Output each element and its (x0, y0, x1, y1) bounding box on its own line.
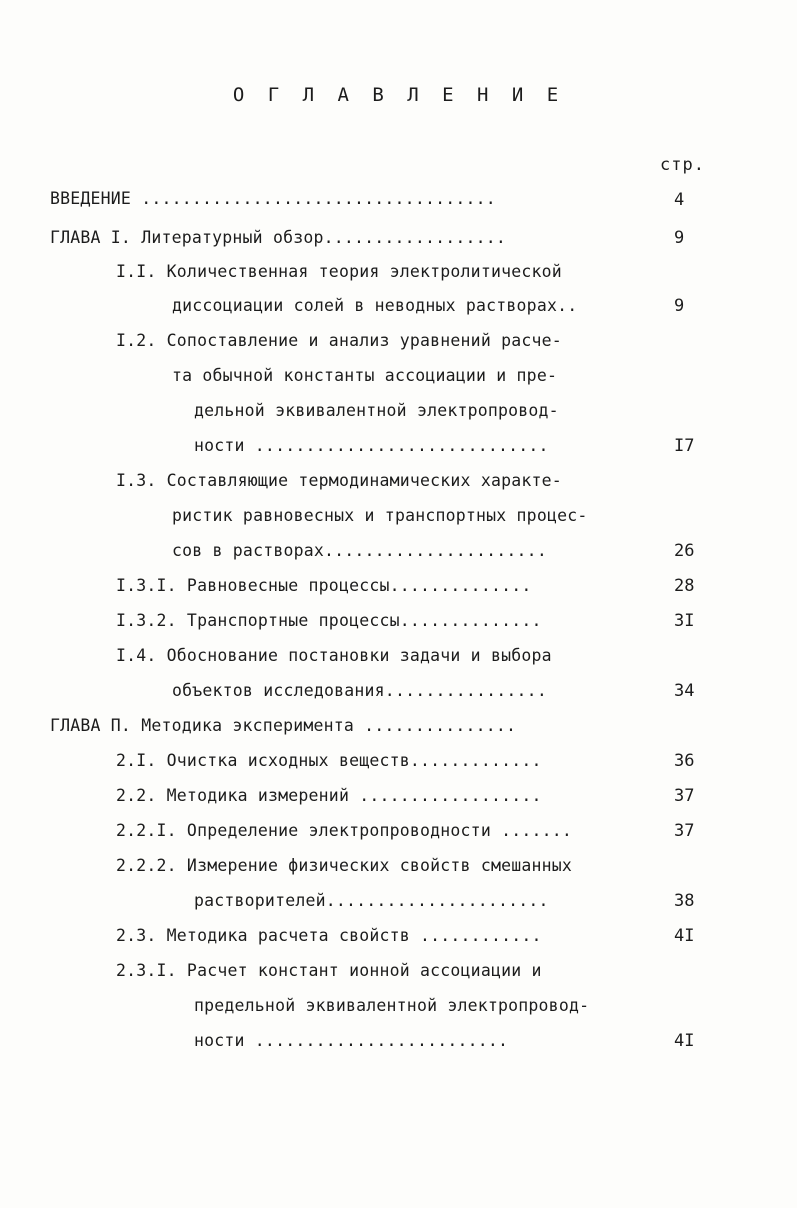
toc-line: 2.I. Очистка исходных веществ............. (116, 751, 542, 770)
page-number: 38 (674, 891, 695, 911)
toc-line: растворителей...................... (194, 891, 549, 910)
page-number: 36 (674, 751, 695, 771)
toc-line: объектов исследования................ (172, 681, 547, 700)
page-number: 37 (674, 821, 695, 841)
toc-line: ности ............................. (194, 436, 549, 455)
toc-line: ности ......................... (194, 1031, 509, 1050)
toc-line: диссоциации солей в неводных растворах.. (172, 296, 578, 315)
toc-line: I.3.2. Транспортные процессы.............. (116, 611, 542, 630)
toc-line: I.3. Составляющие термодинамических характе- (116, 471, 562, 490)
page-column-label: стр. (660, 155, 705, 175)
toc-line: 2.2.I. Определение электропроводности ....... (116, 821, 573, 840)
toc-line: та обычной константы ассоциации и пре- (172, 366, 558, 385)
toc-line: I.4. Обоснование постановки задачи и выбора (116, 646, 552, 665)
toc-line: ристик равновесных и транспортных процес- (172, 506, 588, 525)
toc-line: предельной эквивалентной электропровод- (194, 996, 590, 1015)
toc-line: сов в растворах...................... (172, 541, 547, 560)
toc-line: дельной эквивалентной электропровод- (194, 401, 559, 420)
page-number: 4I (674, 1031, 695, 1051)
page-number: 28 (674, 576, 695, 596)
page-number: 3I (674, 611, 695, 631)
toc-line: I.2. Сопоставление и анализ уравнений расче- (116, 331, 562, 350)
toc-line: I.3.I. Равновесные процессы.............. (116, 576, 532, 595)
page-number: 4I (674, 926, 695, 946)
toc-line: ВВЕДЕНИЕ ................................... (50, 189, 496, 208)
toc-line: 2.3.I. Расчет констант ионной ассоциации и (116, 961, 542, 980)
toc-line: 2.2.2. Измерение физических свойств смешанных (116, 856, 573, 875)
toc-line: I.I. Количественная теория электролитической (116, 262, 562, 281)
toc-title: О Г Л А В Л Е Н И Е (232, 84, 565, 106)
toc-line: 2.2. Методика измерений .................. (116, 786, 542, 805)
toc-line: ГЛАВА П. Методика эксперимента ............... (50, 716, 517, 735)
page-number: 26 (674, 541, 695, 561)
page-number: 4 (674, 190, 685, 210)
page-number: 9 (674, 228, 685, 248)
page-number: 37 (674, 786, 695, 806)
toc-line: 2.3. Методика расчета свойств ............ (116, 926, 542, 945)
page-number: 34 (674, 681, 695, 701)
toc-line: ГЛАВА I. Литературный обзор.................. (50, 228, 507, 247)
page-number: I7 (674, 436, 695, 456)
page-number: 9 (674, 296, 685, 316)
